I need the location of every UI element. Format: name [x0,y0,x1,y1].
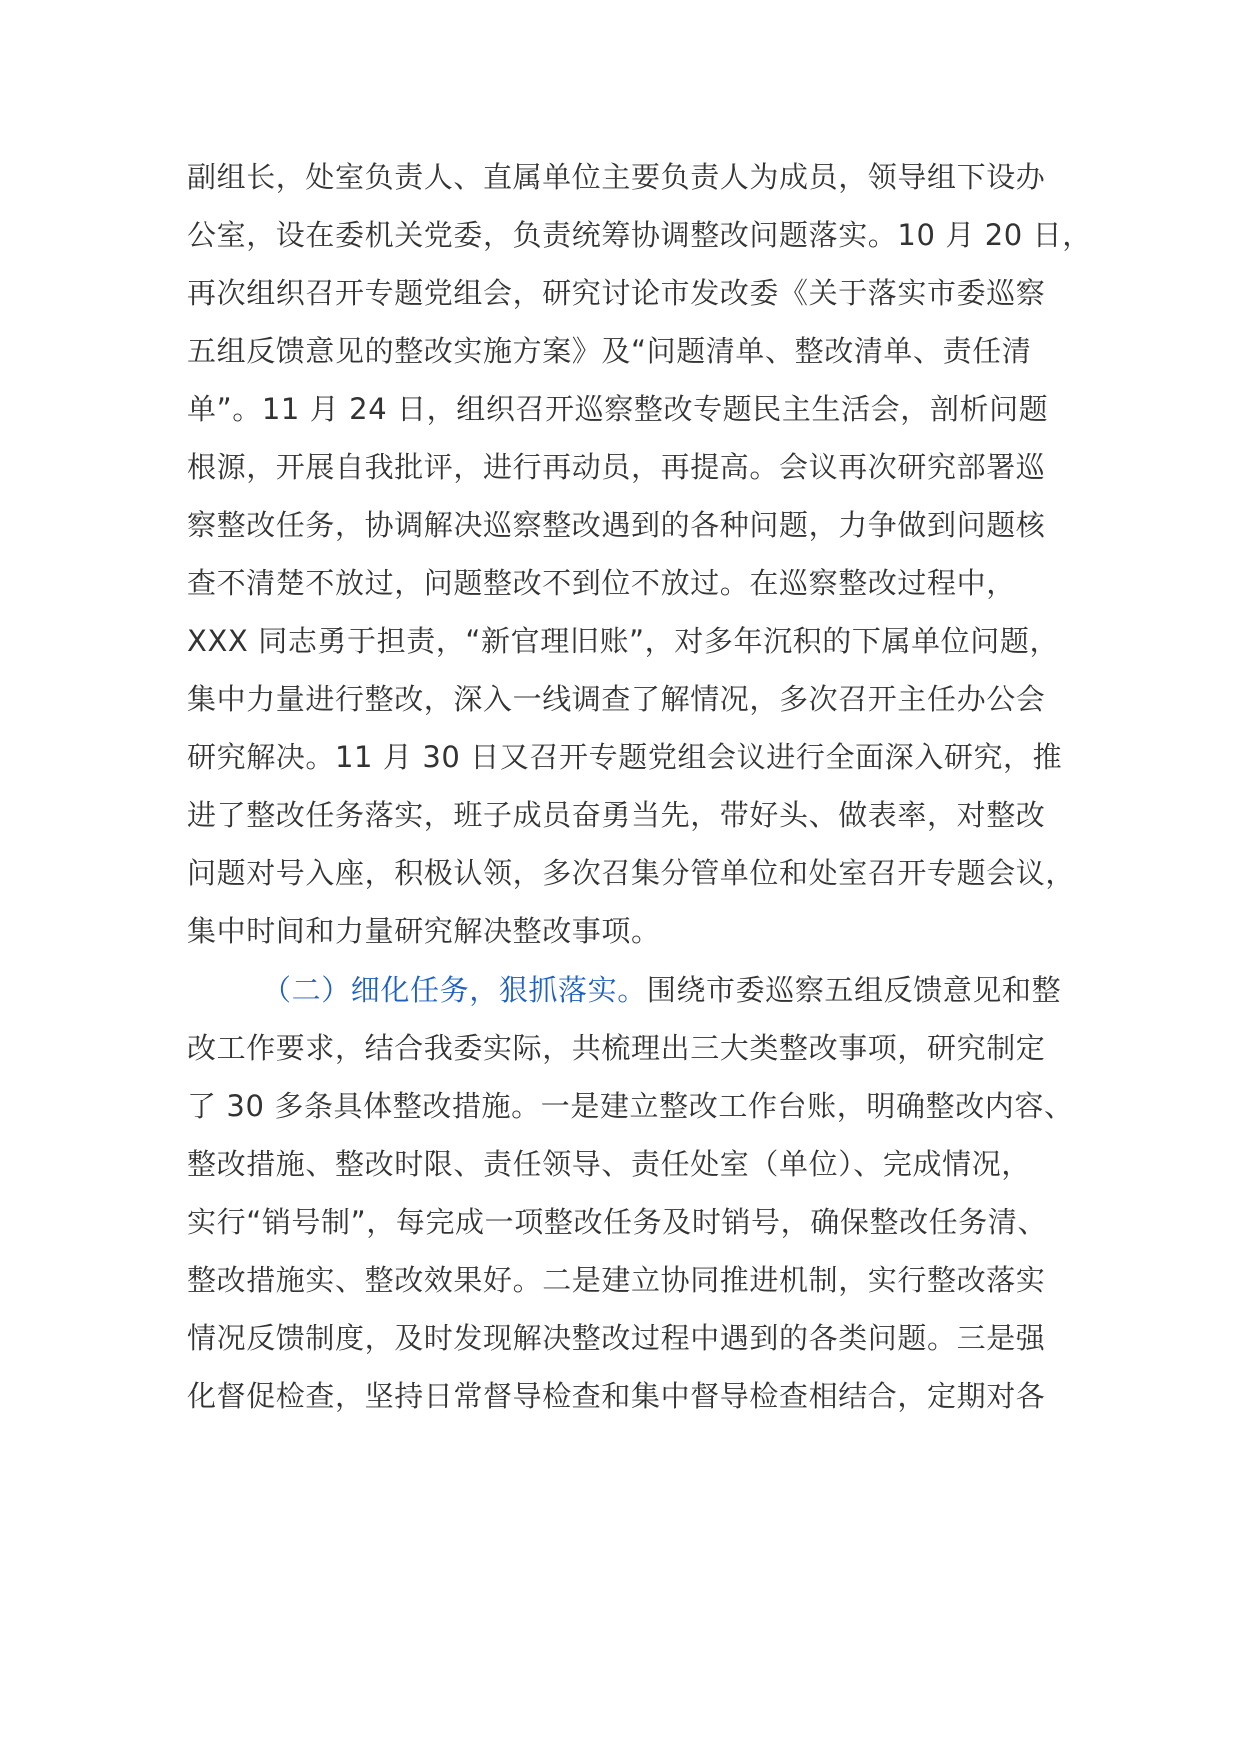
paragraph-line: 改工作要求，结合我委实际，共梳理出三大类整改事项，研究制定 [187,1031,1046,1065]
paragraph-line: 了 30 多条具体整改措施。一是建立整改工作台账，明确整改内容、 [187,1089,1074,1123]
section-heading: （二）细化任务，狠抓落实。 [262,973,647,1007]
paragraph-line: 问题对号入座，积极认领，多次召集分管单位和处室召开专题会议， [187,856,1076,890]
paragraph-line: 五组反馈意见的整改实施方案》及“问题清单、整改清单、责任清 [187,334,1032,368]
paragraph-line: 公室，设在委机关党委，负责统筹协调整改问题落实。10 月 20 日， [187,218,1092,252]
paragraph-line: 研究解决。11 月 30 日又召开专题党组会议进行全面深入研究，推 [187,740,1063,774]
paragraph-line: 查不清楚不放过，问题整改不到位不放过。在巡察整改过程中， [187,566,1016,600]
paragraph-line: 进了整改任务落实，班子成员奋勇当先，带好头、做表率，对整改 [187,798,1046,832]
paragraph-line: 察整改任务，协调解决巡察整改遇到的各种问题，力争做到问题核 [187,508,1046,542]
paragraph-line: 根源，开展自我批评，进行再动员，再提高。会议再次研究部署巡 [187,450,1046,484]
paragraph-line: 整改措施实、整改效果好。二是建立协同推进机制，实行整改落实 [187,1263,1046,1297]
paragraph-line: 整改措施、整改时限、责任领导、责任处室（单位）、完成情况， [187,1147,1031,1181]
paragraph-line: 再次组织召开专题党组会，研究讨论市发改委《关于落实市委巡察 [187,276,1046,310]
paragraph-line: XXX 同志勇于担责，“新官理旧账”，对多年沉积的下属单位问题， [187,624,1060,658]
paragraph-line: 副组长，处室负责人、直属单位主要负责人为成员，领导组下设办 [187,160,1046,194]
paragraph-first-line [262,958,1162,1022]
paragraph-line: 集中力量进行整改，深入一线调查了解情况，多次召开主任办公会 [187,682,1046,716]
paragraph-line: 情况反馈制度，及时发现解决整改过程中遇到的各类问题。三是强 [187,1321,1046,1355]
paragraph-line: 集中时间和力量研究解决整改事项。 [187,914,661,948]
paragraph-text: 围绕市委巡察五组反馈意见和整 [646,973,1062,1007]
paragraph-line: 化督促检查，坚持日常督导检查和集中督导检查相结合，定期对各 [187,1379,1046,1413]
paragraph-line: 单”。11 月 24 日，组织召开巡察整改专题民主生活会，剖析问题 [187,392,1049,426]
paragraph-line: 实行“销号制”，每完成一项整改任务及时销号，确保整改任务清、 [187,1205,1048,1239]
